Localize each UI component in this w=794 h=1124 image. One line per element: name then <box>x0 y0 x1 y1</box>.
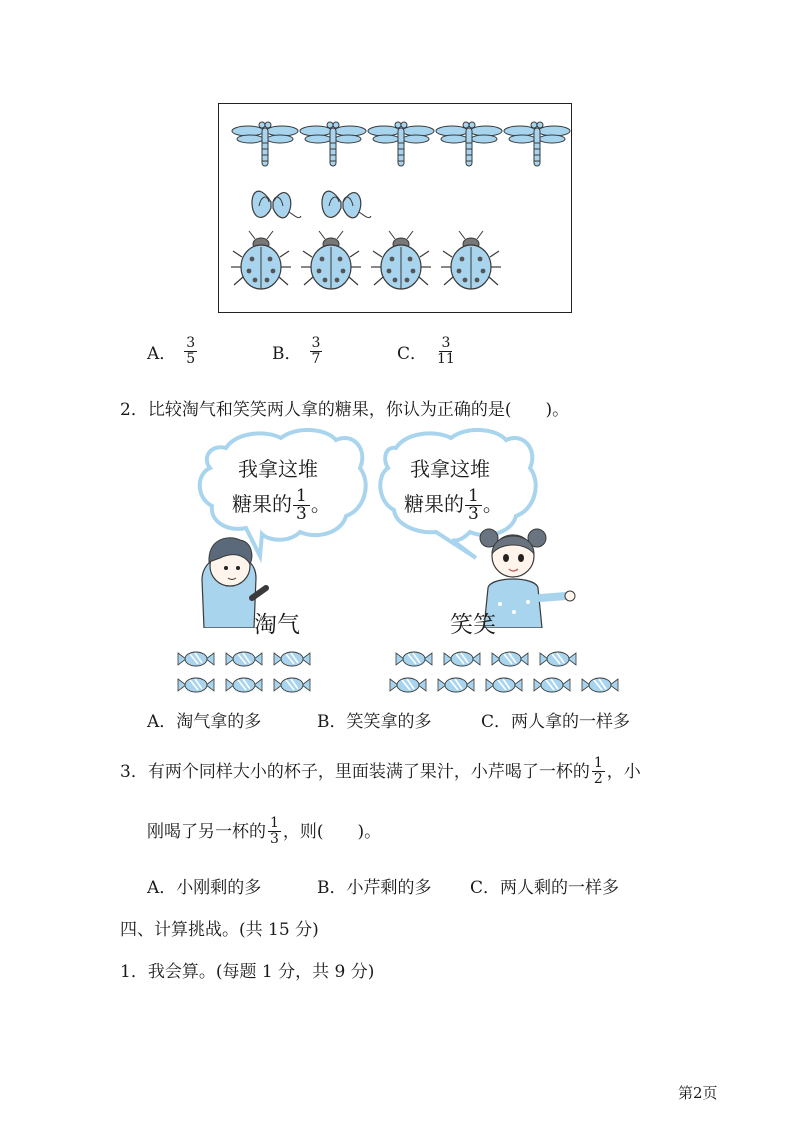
q3-frac2-num: 1 <box>270 815 279 831</box>
girl-name-label: 笑笑 <box>450 612 496 638</box>
q1-option-b-numerator: 3 <box>311 335 321 351</box>
q1-option-c-numerator: 3 <box>441 335 451 351</box>
taoqi-candy-icon-4 <box>178 678 214 692</box>
q2-option-b[interactable]: B．笑笑拿的多 <box>317 712 432 732</box>
q3-frac1-den: 2 <box>593 771 603 787</box>
xiaoxiao-candy-icon-8 <box>534 678 570 692</box>
q2-stem: 2．比较淘气和笑笑两人拿的糖果，你认为正确的是( )。 <box>120 400 570 420</box>
section4-title: 四、计算挑战。(共 15 分) <box>120 920 319 940</box>
q1-option-a-denominator: 5 <box>186 351 196 367</box>
q1-option-a-fraction <box>184 336 197 367</box>
ladybug-icon-4 <box>441 231 501 289</box>
q1-option-a-label: A． <box>147 344 177 364</box>
taoqi-candy-icon-6 <box>274 678 310 692</box>
boy-bubble-line2 <box>232 488 331 523</box>
q1-option-c-denominator: 11 <box>437 351 455 367</box>
q3-line2-end: ，则( )。 <box>282 821 382 842</box>
girl-bubble-text: 糖果的 <box>404 492 464 516</box>
dragonfly-row <box>232 122 570 166</box>
q3-frac2-den: 3 <box>270 831 279 847</box>
q3-line1 <box>120 756 641 787</box>
girl-bubble-fraction <box>465 488 482 523</box>
ladybug-icon-2 <box>301 231 361 289</box>
boy-bubble-frac-num: 1 <box>293 488 310 506</box>
butterfly-icon-1 <box>252 191 301 218</box>
xiaoxiao-candy-icon-6 <box>438 678 474 692</box>
dragonfly-icon-3 <box>368 122 434 166</box>
q1-insects-svg <box>219 104 573 314</box>
q2-candies <box>164 644 634 704</box>
girl-bubble-frac-den: 3 <box>468 504 479 524</box>
xiaoxiao-candy-group <box>390 652 618 692</box>
boy-bubble-line1: 我拿这堆 <box>238 457 318 481</box>
q1-option-b-denominator: 7 <box>311 351 321 367</box>
q3-line1-end: ，小 <box>606 761 641 782</box>
dragonfly-icon-4 <box>436 122 502 166</box>
ladybug-icon-1 <box>231 231 291 289</box>
q3-fraction-half <box>592 756 605 787</box>
taoqi-candy-icon-2 <box>226 652 262 666</box>
q3-fraction-third <box>268 816 281 847</box>
boy-name-label: 淘气 <box>254 612 300 638</box>
q1-option-b-fraction <box>310 336 323 367</box>
xiaoxiao-candy-icon-9 <box>582 678 618 692</box>
section4-sub1: 1．我会算。(每题 1 分，共 9 分) <box>120 962 375 982</box>
q3-option-a[interactable]: A．小刚剩的多 <box>147 878 262 898</box>
xiaoxiao-candy-icon-2 <box>444 652 480 666</box>
q1-option-c[interactable] <box>397 336 459 367</box>
xiaoxiao-candy-icon-5 <box>390 678 426 692</box>
boy-bubble-fraction <box>293 488 310 523</box>
q1-picture-box <box>218 103 572 313</box>
girl-bubble-line1: 我拿这堆 <box>410 457 490 481</box>
q2-option-c[interactable]: C．两人拿的一样多 <box>481 712 631 732</box>
q1-option-c-fraction <box>435 336 457 367</box>
q1-option-b[interactable] <box>272 336 324 367</box>
taoqi-candy-icon-3 <box>274 652 310 666</box>
dragonfly-icon-1 <box>232 122 298 166</box>
girl-bubble-frac-num: 1 <box>465 488 482 506</box>
boy-bubble-end: 。 <box>310 492 331 516</box>
q3-line1-text: 3．有两个同样大小的杯子，里面装满了果汁，小芹喝了一杯的 <box>120 761 590 782</box>
xiaoxiao-candy-icon-4 <box>540 652 576 666</box>
q1-option-b-label: B． <box>272 344 302 364</box>
dragonfly-icon-5 <box>504 122 570 166</box>
boy-bubble-text: 糖果的 <box>232 492 292 516</box>
taoqi-candy-icon-1 <box>178 652 214 666</box>
q1-option-a-numerator: 3 <box>186 335 196 351</box>
taoqi-candy-group <box>178 652 310 692</box>
q3-option-c[interactable]: C．两人剩的一样多 <box>470 878 620 898</box>
girl-bubble-end: 。 <box>482 492 503 516</box>
xiaoxiao-candy-icon-3 <box>492 652 528 666</box>
xiaoxiao-candy-icon-1 <box>396 652 432 666</box>
taoqi-candy-icon-5 <box>226 678 262 692</box>
ladybug-row <box>231 231 501 289</box>
xiaoxiao-candy-icon-7 <box>486 678 522 692</box>
q1-option-c-label: C． <box>397 344 428 364</box>
q3-frac1-num: 1 <box>593 755 603 771</box>
boy-bubble-frac-den: 3 <box>296 504 307 524</box>
page-number: 第2页 <box>678 1084 718 1102</box>
q3-line2-text: 刚喝了另一杯的 <box>147 821 266 842</box>
q3-line2 <box>147 816 381 847</box>
girl-bubble-line2 <box>404 488 503 523</box>
dragonfly-icon-2 <box>300 122 366 166</box>
ladybug-icon-3 <box>371 231 431 289</box>
q1-option-a[interactable] <box>147 336 199 367</box>
q3-option-b[interactable]: B．小芹剩的多 <box>317 878 432 898</box>
butterfly-icon-2 <box>322 191 371 218</box>
q2-option-a[interactable]: A．淘气拿的多 <box>147 712 262 732</box>
butterfly-row <box>252 191 371 218</box>
